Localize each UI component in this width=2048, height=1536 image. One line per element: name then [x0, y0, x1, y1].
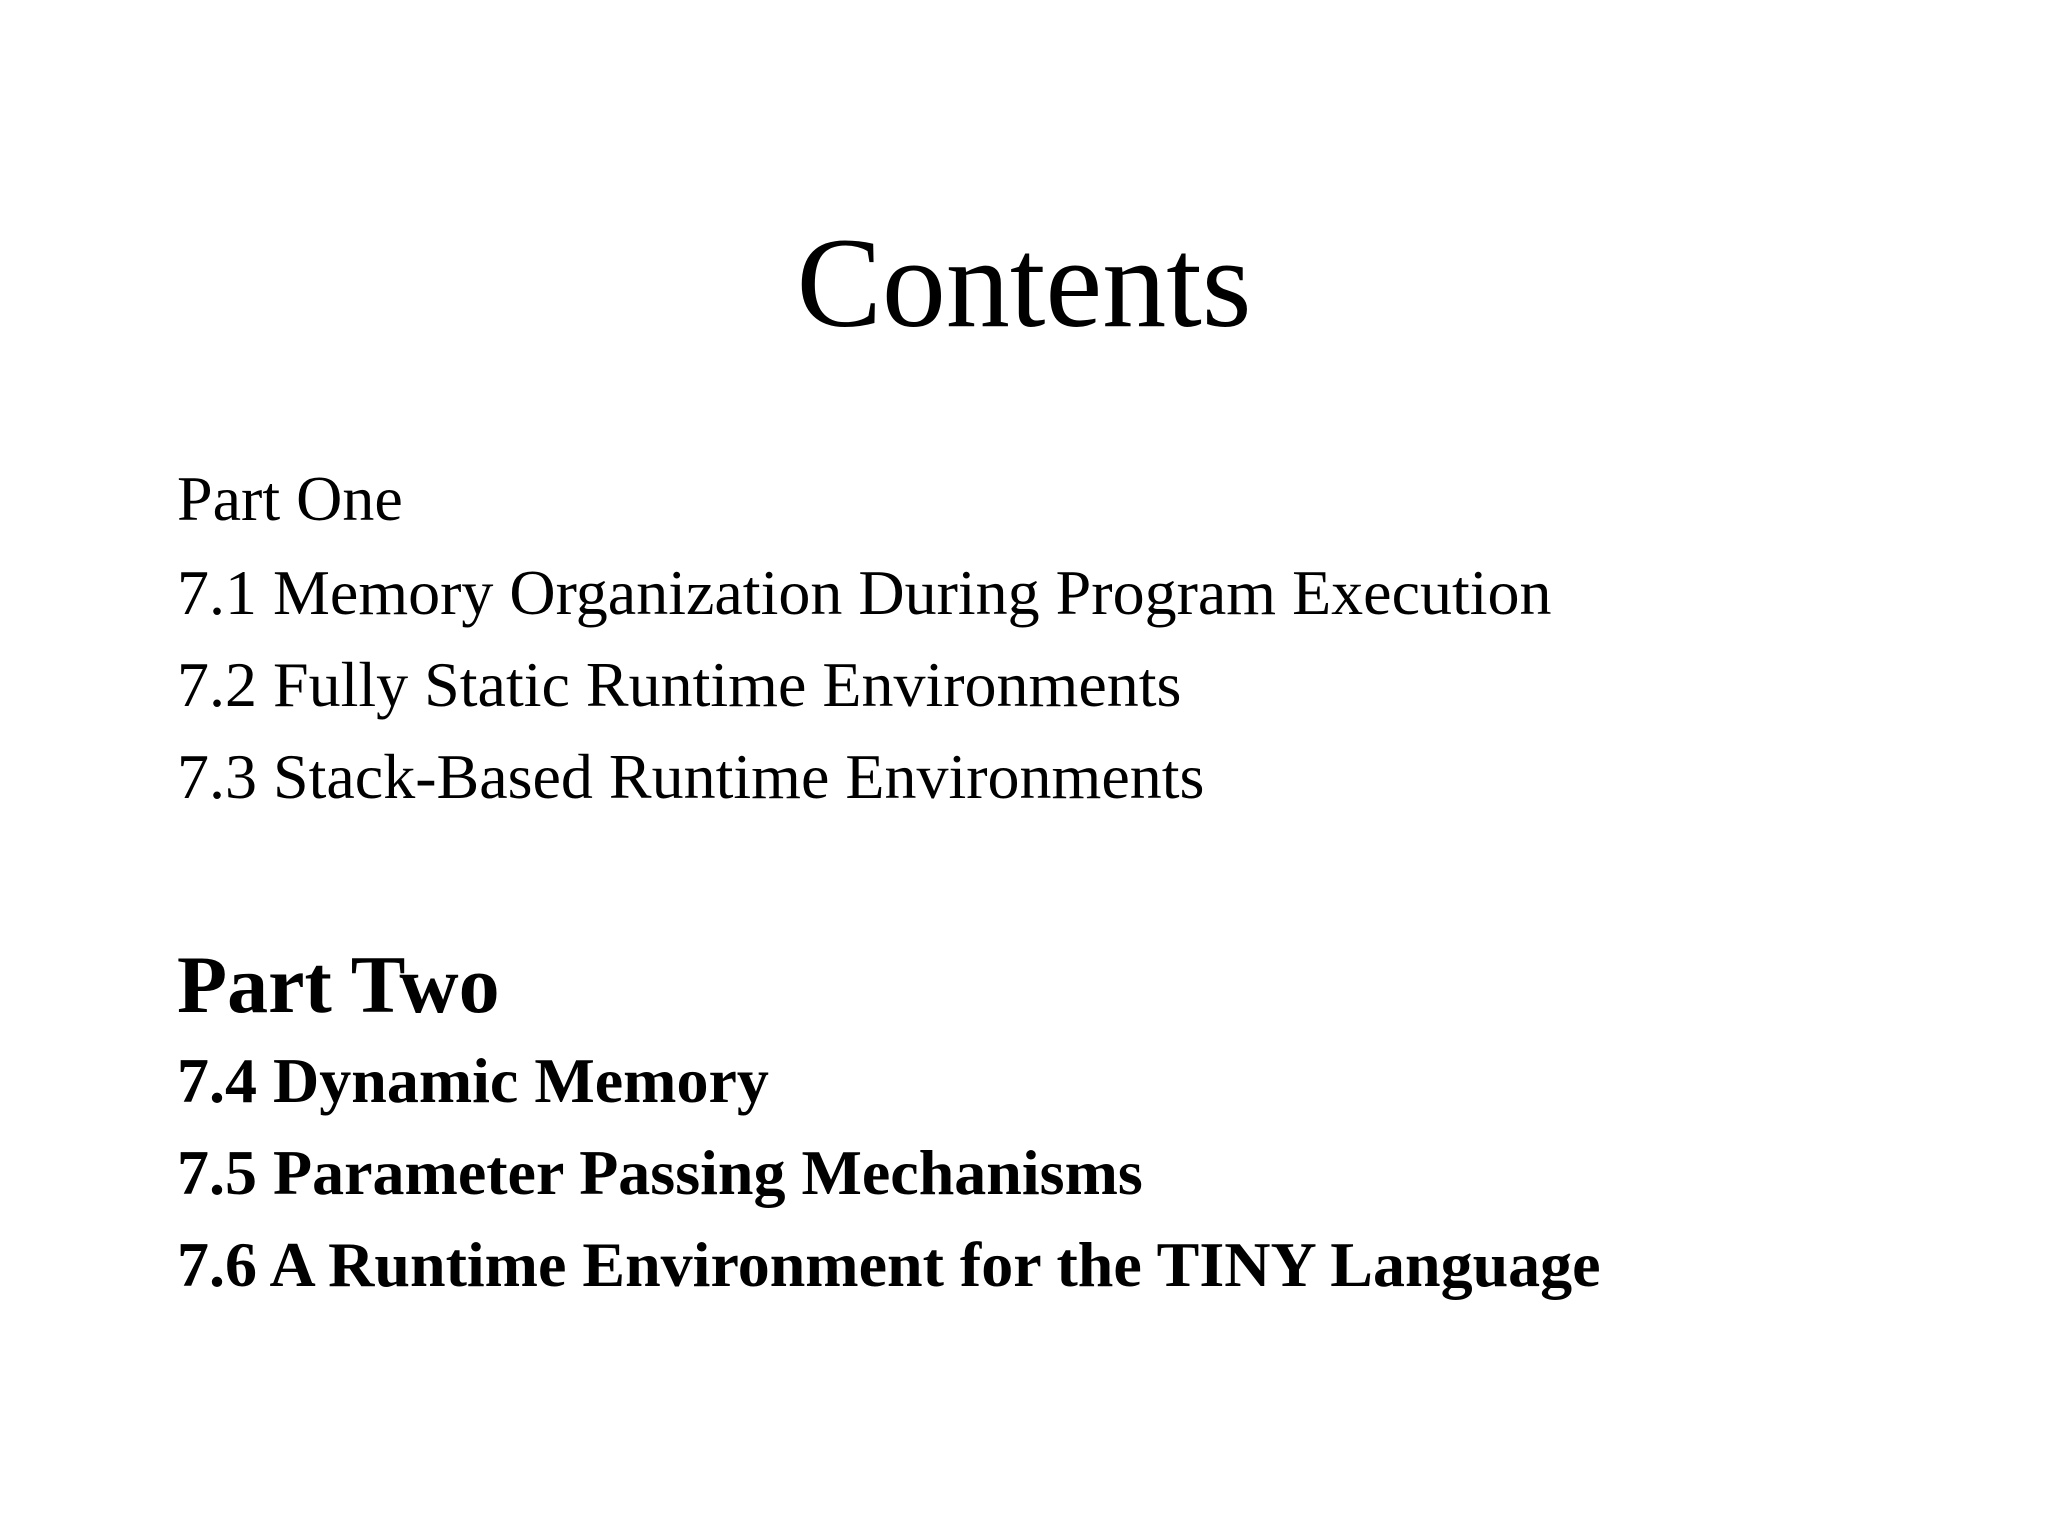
part-one-heading: Part One: [177, 463, 403, 534]
toc-item-7-4: 7.4 Dynamic Memory: [177, 1045, 769, 1116]
toc-item-7-3: 7.3 Stack-Based Runtime Environments: [177, 741, 1205, 812]
toc-item-7-2: 7.2 Fully Static Runtime Environments: [177, 649, 1182, 720]
table-of-contents: [177, 455, 1977, 1311]
toc-item-7-5: 7.5 Parameter Passing Mechanisms: [177, 1137, 1143, 1208]
part-two-heading: Part Two: [177, 939, 500, 1030]
page-title: Contents: [796, 212, 1252, 354]
part-one-section: [177, 455, 1977, 823]
toc-item-7-1: 7.1 Memory Organization During Program Execution: [177, 557, 1552, 628]
part-two-section: [177, 935, 1977, 1311]
toc-item-7-6: 7.6 A Runtime Environment for the TINY Language: [177, 1229, 1601, 1300]
